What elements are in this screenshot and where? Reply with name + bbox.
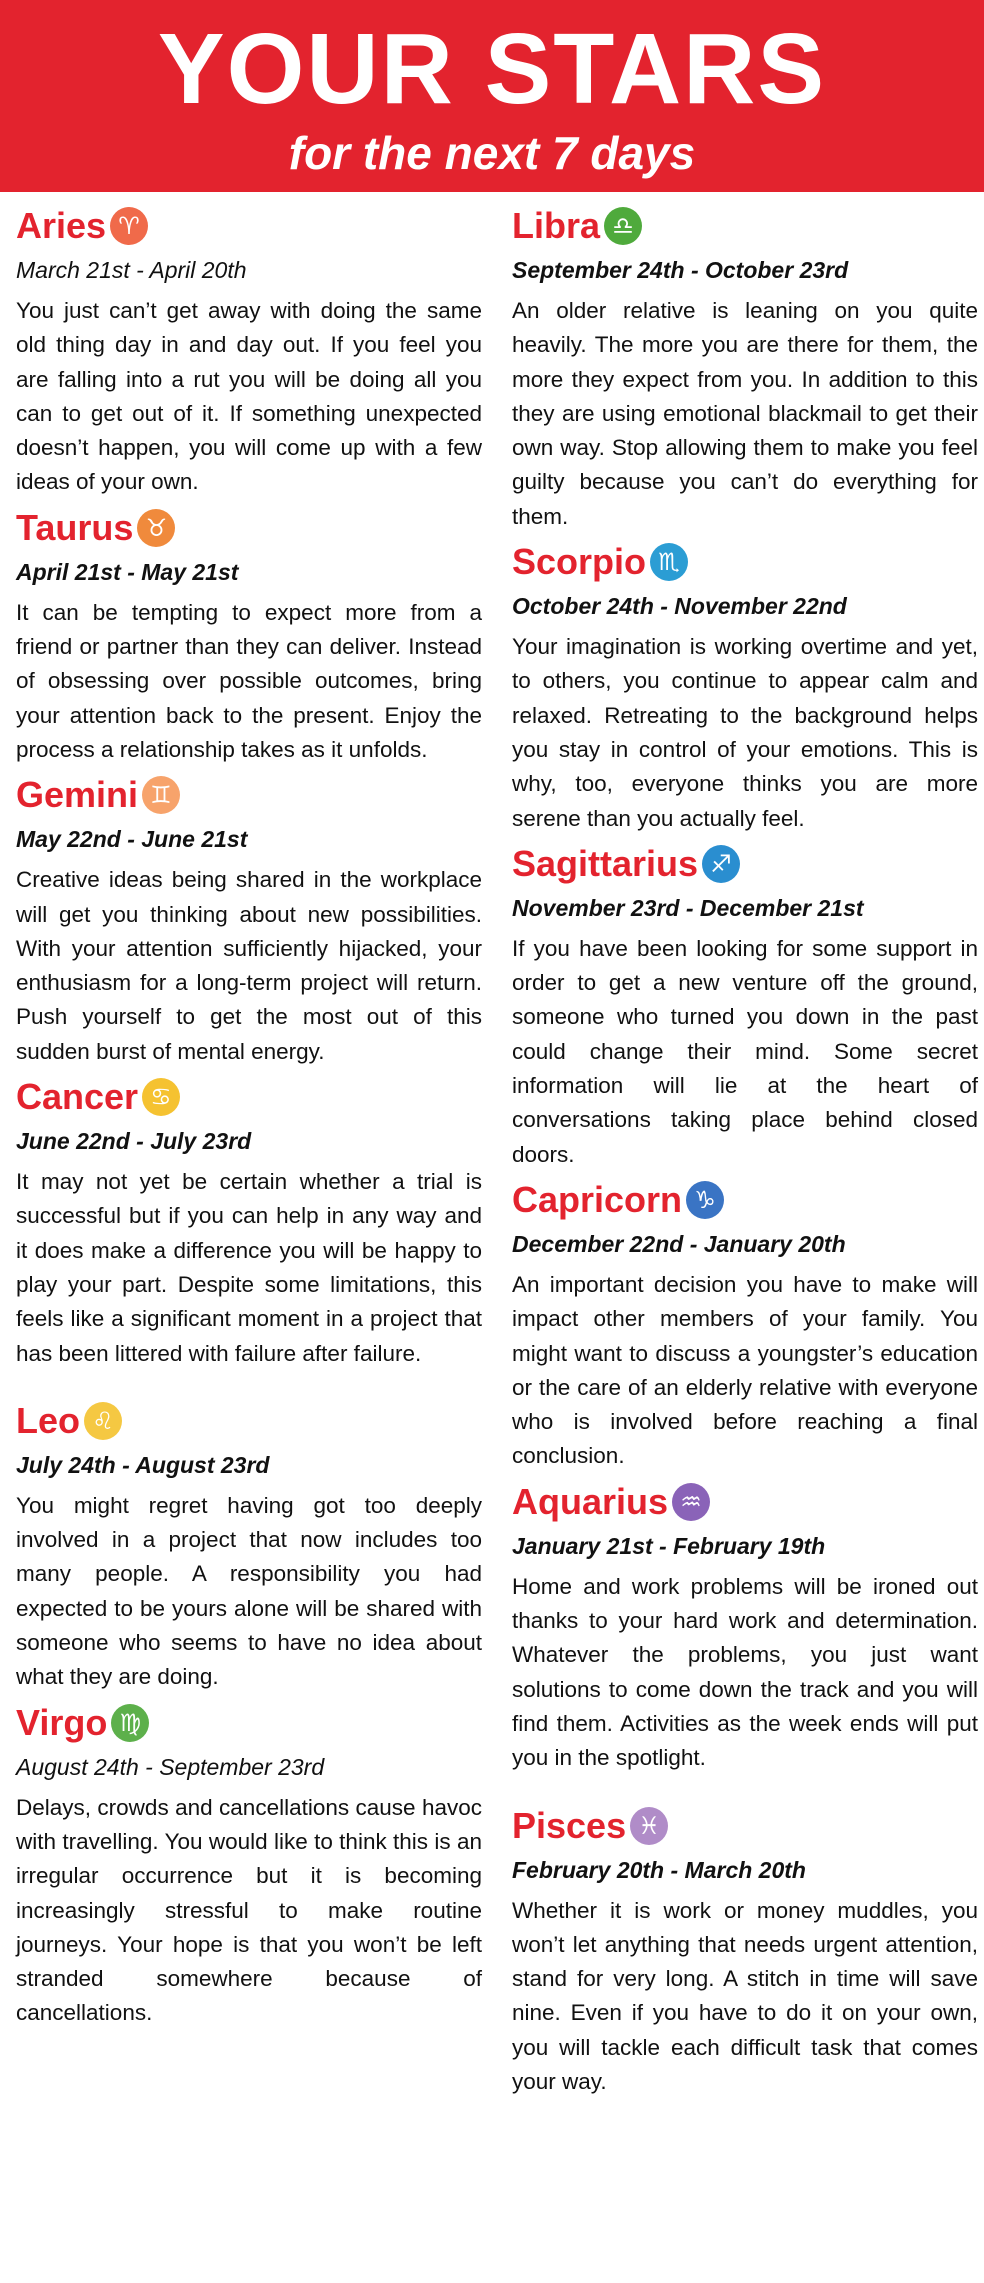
- aquarius-icon: ♒: [672, 1483, 710, 1521]
- sign-dates: May 22nd - June 21st: [16, 826, 248, 853]
- sign-aquarius: [512, 1476, 978, 1776]
- sign-scorpio: [512, 536, 978, 836]
- sign-libra: [512, 200, 978, 534]
- sign-forecast: Home and work problems will be ironed out thanks to your hard work and determination. Whatever the problems, you just want solutions to come down the track and you will find them. Activities as the week ends will put you in the spotlight.: [512, 1573, 978, 1771]
- sign-capricorn: [512, 1174, 978, 1474]
- scorpio-icon: ♏: [650, 543, 688, 581]
- sign-leo: [16, 1395, 482, 1695]
- sign-header: [512, 1800, 978, 1852]
- sign-forecast: Your imagination is working overtime and yet, to others, you continue to appear calm and relaxed. Retreating to the background helps you stay in control of your emotions. This is why, too, everyone thinks you are more serene than you actually feel.: [512, 634, 978, 831]
- left-column: [16, 192, 482, 2099]
- sign-dates: July 24th - August 23rd: [16, 1451, 270, 1478]
- sign-sagittarius: [512, 838, 978, 1172]
- sign-dates: February 20th - March 20th: [512, 1856, 806, 1883]
- sign-dates: September 24th - October 23rd: [512, 257, 849, 283]
- sign-dates: December 22nd - January 20th: [512, 1230, 846, 1257]
- sign-name: Gemini: [16, 774, 139, 816]
- sign-forecast: If you have been looking for some support in order to get a new venture off the ground, someone who turned you down in the past could change their mind. Some secret information will lie at the heart of conversations taking place behind closed doors.: [512, 935, 978, 1167]
- sign-virgo: [16, 1697, 482, 2031]
- sign-name: Pisces: [512, 1804, 627, 1846]
- sign-dates: June 22nd - July 23rd: [16, 1128, 252, 1155]
- sign-name: Aries: [16, 205, 107, 246]
- libra-icon: ♎: [604, 207, 642, 245]
- sign-aries: [16, 200, 482, 500]
- aries-icon: ♈: [110, 207, 148, 245]
- sign-gemini: [16, 769, 482, 1069]
- cancer-icon: ♋: [142, 1078, 180, 1116]
- page-title: YOUR STARS: [157, 13, 827, 125]
- sign-dates: November 23rd - December 21st: [512, 894, 864, 921]
- sign-header: [512, 200, 978, 252]
- taurus-icon: ♉: [137, 509, 175, 547]
- sign-header: [16, 502, 482, 554]
- page-subtitle: for the next 7 days: [288, 127, 696, 179]
- sign-dates: March 21st - April 20th: [16, 257, 247, 283]
- header-banner: [0, 0, 984, 192]
- sign-name: Virgo: [16, 1701, 108, 1743]
- sign-header: [16, 769, 482, 821]
- sign-forecast: Whether it is work or money muddles, you won’t let anything that needs urgent attention, stand for very long. A stitch in time will save nine. Even if you have to do it on your own, you will tackle each difficult task that comes your way.: [512, 1897, 978, 2094]
- sagittarius-icon: ♐: [702, 845, 740, 883]
- capricorn-icon: ♑: [686, 1181, 724, 1219]
- sign-cancer: [16, 1071, 482, 1371]
- sign-pisces: [512, 1800, 978, 2100]
- right-column: [512, 192, 978, 2099]
- sign-forecast: An important decision you have to make will impact other members of your family. You might want to discuss a youngster’s education or the care of an elderly relative with everyone who is involved before reaching a final conclusion.: [512, 1271, 978, 1469]
- sign-taurus: [16, 502, 482, 767]
- sign-forecast: You just can’t get away with doing the same old thing day in and day out. If you feel you are falling into a rut you will be doing all you can to get out of it. If something unexpected doesn’t happen, you will come up with a few ideas of your own.: [16, 298, 482, 495]
- sign-header: [512, 536, 978, 588]
- sign-header: [16, 200, 482, 252]
- sign-header: [16, 1071, 482, 1123]
- sign-name: Capricorn: [512, 1178, 683, 1220]
- sign-name: Sagittarius: [512, 842, 699, 884]
- leo-icon: ♌: [84, 1402, 122, 1440]
- gemini-icon: ♊: [142, 776, 180, 814]
- sign-forecast: You might regret having got too deeply involved in a project that now includes too many people. A responsibility you had expected to be yours alone will be shared with someone who seems to have no idea about what they are doing.: [16, 1492, 482, 1690]
- horoscope-columns: [0, 192, 984, 2099]
- pisces-icon: ♓: [630, 1807, 668, 1845]
- sign-name: Scorpio: [512, 541, 647, 583]
- sign-forecast: Creative ideas being shared in the workplace will get you thinking about new possibilities. With your attention sufficiently hijacked, your enthusiasm for a long-term project will return. Push yourself to get the most out of this sudden burst of mental energy.: [16, 867, 482, 1064]
- sign-dates: October 24th - November 22nd: [512, 593, 847, 620]
- sign-name: Aquarius: [512, 1480, 669, 1522]
- sign-name: Cancer: [16, 1076, 139, 1118]
- sign-dates: August 24th - September 23rd: [16, 1753, 325, 1780]
- sign-name: Taurus: [16, 506, 134, 548]
- sign-name: Libra: [512, 205, 601, 246]
- sign-header: [16, 1697, 482, 1749]
- sign-forecast: Delays, crowds and cancellations cause havoc with travelling. You would like to think this is an irregular occurrence but it is becoming increasingly stressful to make routine journeys. Your hope is that you won’t be left stranded somewhere because of cancellations.: [16, 1794, 482, 2026]
- sign-dates: January 21st - February 19th: [512, 1532, 826, 1559]
- sign-header: [512, 838, 978, 890]
- sign-name: Leo: [16, 1399, 81, 1441]
- virgo-icon: ♍: [111, 1704, 149, 1742]
- sign-forecast: It can be tempting to expect more from a friend or partner than they can deliver. Instead of obsessing over possible outcomes, bring your attention back to the present. Enjoy the process a relationship takes as it unfolds.: [16, 599, 482, 762]
- sign-header: [16, 1395, 482, 1447]
- sign-header: [512, 1174, 978, 1226]
- sign-header: [512, 1476, 978, 1528]
- sign-forecast: It may not yet be certain whether a trial is successful but if you can help in any way and it does make a difference you will be happy to play your part. Despite some limitations, this feels like a significant moment in a project that has been littered with failure after failure.: [16, 1169, 482, 1366]
- sign-dates: April 21st - May 21st: [16, 558, 239, 585]
- sign-forecast: An older relative is leaning on you quite heavily. The more you are there for them, the more they expect from you. In addition to this they are using emotional blackmail to get their own way. Stop allowing them to make you feel guilty because you can’t do everything for them.: [512, 298, 978, 529]
